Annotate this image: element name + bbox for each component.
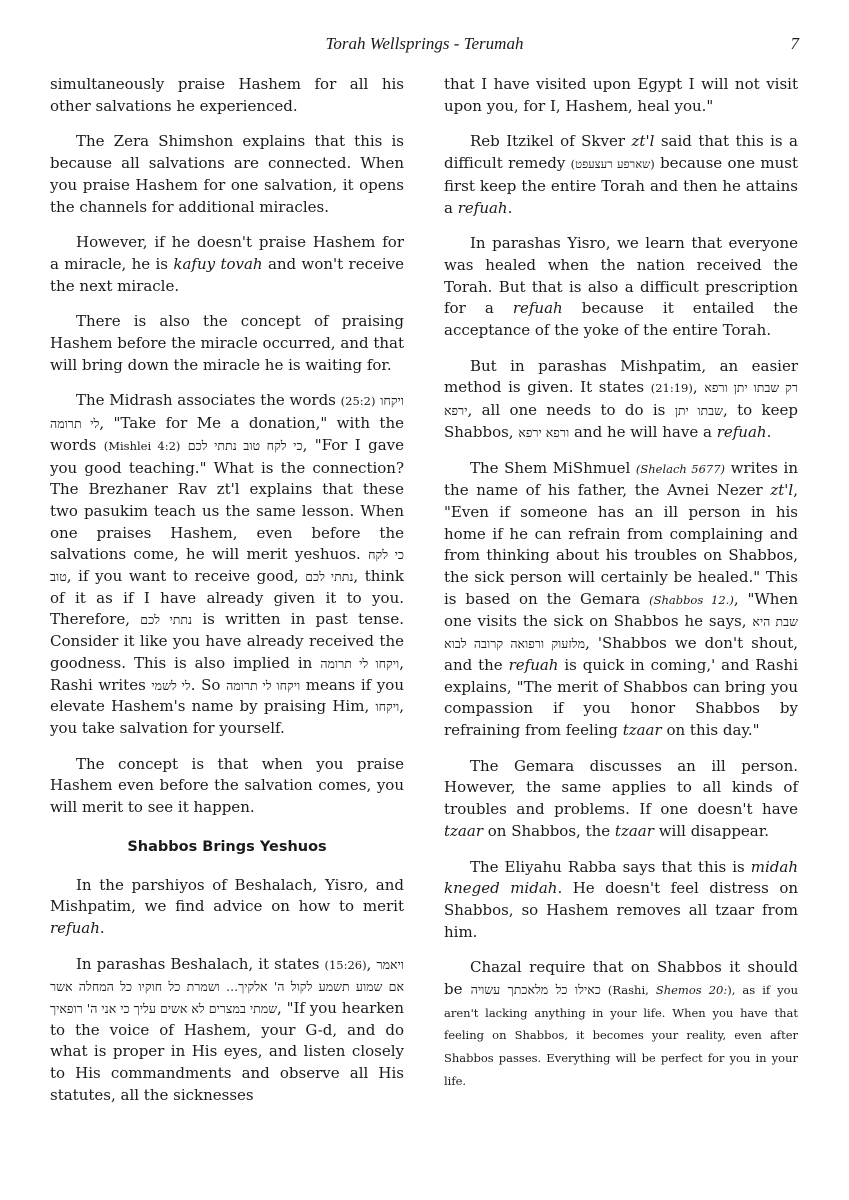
paragraph: The concept is that when you praise Hashem even before the salvation comes, you will merit to see it happen. <box>50 754 404 817</box>
paragraph: However, if he doesn't praise Hashem for a miracle, he is kafuy tovah and won't receive the next miracle. <box>50 233 405 295</box>
paragraph: The Eliyahu Rabba says that this is midah kneged midah. He doesn't feel distress on Shabbos, so Hashem removes all tzaar from him. <box>444 857 799 941</box>
section-heading: Shabbos Brings Yeshuos <box>127 838 327 855</box>
page-number: 7 <box>790 34 799 53</box>
paragraph: In parashas Yisro, we learn that everyone was healed when the nation received the Torah. But that is also a difficult prescription for a refuah because it entailed the acceptance of the yoke of the entire Torah. <box>444 234 798 340</box>
paragraph: There is also the concept of praising Hashem before the miracle occurred, and that will bring down the miracle he is waiting for. <box>50 312 404 374</box>
paragraph: In the parshiyos of Beshalach, Yisro, and Mishpatim, we find advice on how to merit refuah. <box>50 875 404 937</box>
paragraph: In parashas Beshalach, it states (15:26), ויאמר אם שמוע תשמע לקול ה' אלקיך... ושמרת כל חוקיו כל המחלה אשר שמתי במצרים לא אשים עליך כי אני ה' רופאיך, "If you hearken to the voice of Hashem, your G-d, and do what is proper in His eyes, and listen closely to His commandments and observe all His statutes, all the sicknesses <box>50 954 404 1104</box>
left-column <box>50 74 404 1121</box>
paragraph: The Gemara discusses an ill person. However, the same applies to all kinds of troubles and problems. If one doesn't have tzaar on Shabbos, the tzaar will disappear. <box>444 756 798 840</box>
paragraph: The Shem MiShmuel (Shelach 5677) writes in the name of his father, the Avnei Nezer zt'l, "Even if someone has an ill person in his home if he can refrain from complaining and from thinking about his troubles on Shabbos, the sick person will certainly be healed." This is based on the Gemara (Shabbos 12.), "When one visits the sick on Shabbos he says, שבת היא מלזעוק ורפואה קרובה לבוא, 'Shabbos we don't shout, and the refuah is quick in coming,' and Rashi explains, "The merit of Shabbos can bring you compassion if you honor Shabbos by refraining from feeling tzaar on this day." <box>444 458 798 739</box>
paragraph: that I have visited upon Egypt I will not visit upon you, for I, Hashem, heal you." <box>444 75 798 115</box>
paragraph: The Zera Shimshon explains that this is because all salvations are connected. When you praise Hashem for one salvation, it opens the channels for additional miracles. <box>50 132 404 216</box>
right-column <box>444 74 798 1107</box>
paragraph: Chazal require that on Shabbos it should be כאילו כל מלאכתך עשויה (Rashi, Shemos 20:), as if you aren't lacking anything in your life. When you have that feeling on Shabbos, it becomes your reality, even after Shabbos passes. Everything will be perfect for you in your life. <box>444 958 799 1088</box>
running-header <box>50 34 799 56</box>
paragraph: The Midrash associates the words (25:2) ויקחו לי תרומה, "Take for Me a donation," with the words (Mishlei 4:2) כי לקח טוב נתתי לכם, "For I gave you good teaching." What is the connection? The Brezhaner Rav zt'l explains that these two pasukim teach us the same lesson. When one praises Hashem, even before the salvations come, he will merit yeshuos. כי לקח טוב, if you want to receive good, נתתי לכם, think of it as if I have already given it to you. Therefore, נתתי לכם is written in past tense. Consider it like you have already received the goodness. This is also implied in ויקחו לי תרומה, Rashi writes לי לשמי. So ויקחו לי תרומה means if you elevate Hashem's name by praising Him, ויקחו, you take salvation for yourself. <box>50 391 405 737</box>
paragraph: Reb Itzikel of Skver zt'l said that this is a difficult remedy (שארפע רעצעפט) because one must first keep the entire Torah and then he attains a refuah. <box>444 132 798 217</box>
paragraph: But in parashas Mishpatim, an easier method is given. It states (21:19), רק שבתו יתן ורפא ירפא, all one needs to do is שבתו יתן, to keep Shabbos, ורפא ירפא and he will have a refuah. <box>444 356 798 441</box>
paragraph: simultaneously praise Hashem for all his other salvations he experienced. <box>50 75 404 115</box>
header-title: Torah Wellsprings - Terumah <box>325 34 524 53</box>
